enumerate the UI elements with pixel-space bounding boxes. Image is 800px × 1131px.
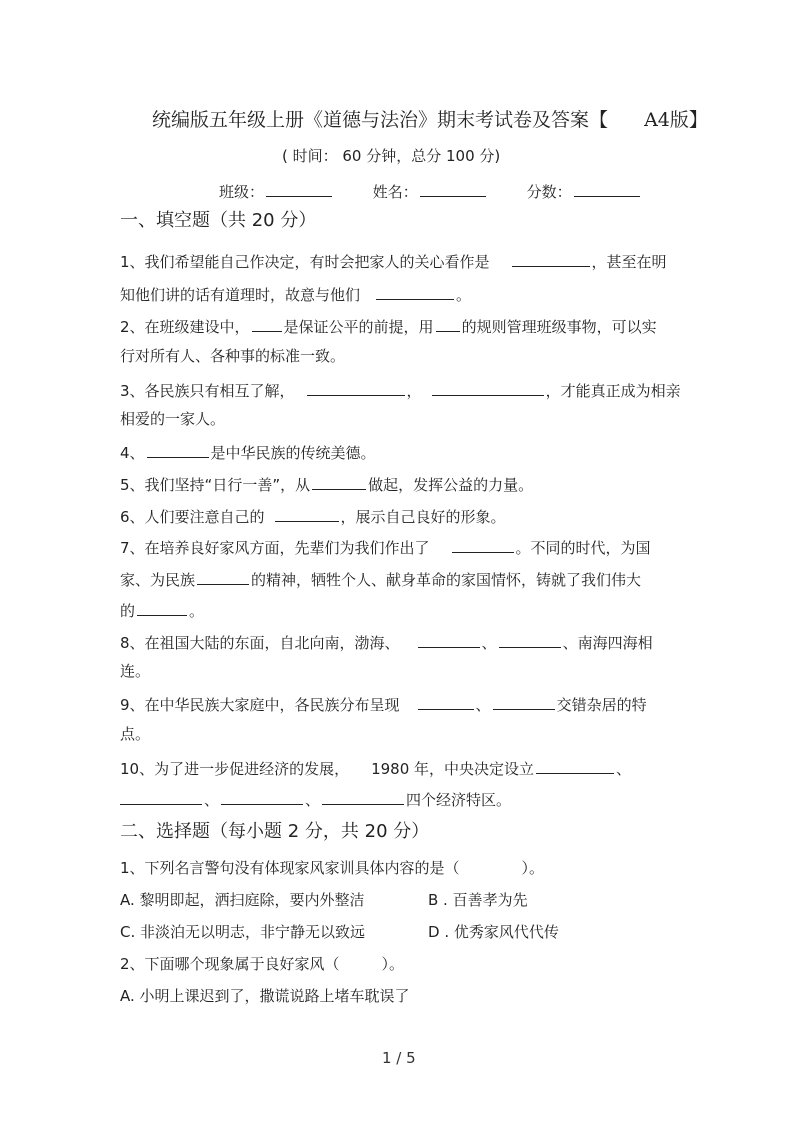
answer-blank[interactable] — [418, 695, 474, 710]
answer-blank[interactable] — [137, 601, 187, 616]
question-8-line-1 — [120, 633, 653, 651]
exam-title-main: 统编版五年级上册《道德与法治》期末考试卷及答案【 — [152, 109, 609, 131]
question-text: 、 — [481, 634, 497, 652]
question-text: 是保证公平的前提，用 — [283, 318, 434, 336]
answer-blank[interactable] — [221, 790, 303, 805]
choice-2-option-A: A. 小明上课迟到了，撒谎说路上堵车耽误了 — [120, 987, 410, 1005]
question-text: ， — [406, 382, 422, 400]
question-text: 1、下列名言警句没有体现家风家训具体内容的是（ — [120, 859, 460, 877]
answer-blank[interactable] — [452, 538, 514, 553]
name-field[interactable] — [420, 182, 486, 197]
question-3-line-1 — [120, 381, 681, 399]
question-text: 的精神，牺牲个人、献身革命的家国情怀，铸就了我们伟大 — [251, 571, 642, 589]
question-8-line-2: 连。 — [120, 662, 151, 680]
question-text: 、 — [305, 791, 321, 809]
choice-question-1 — [120, 861, 544, 876]
choice-1-option-B: B . 百善孝为先 — [428, 891, 528, 909]
question-text: 8、在祖国大陆的东面，自北向南，渤海、 — [120, 634, 400, 652]
question-9-line-1 — [120, 695, 647, 713]
question-text: 1、我们希望能自己作决定，有时会把家人的关心看作是 — [120, 253, 490, 271]
question-7-line-1 — [120, 538, 651, 556]
score-label: 分数： — [526, 183, 572, 201]
question-text: 是中华民族的传统美德。 — [210, 444, 376, 462]
question-text: 9、在中华民族大家庭中，各民族分布呈现 — [120, 696, 400, 714]
choice-1-option-C: C. 非淡泊无以明志，非宁静无以致远 — [120, 923, 366, 941]
page-number: 1 / 5 — [382, 1049, 416, 1067]
question-text: 。 — [189, 602, 205, 620]
question-9-line-2: 点。 — [120, 725, 151, 743]
question-text: 2、在班级建设中， — [120, 318, 250, 336]
answer-blank[interactable] — [322, 790, 404, 805]
student-info-row — [219, 182, 642, 200]
question-text: 4、 — [120, 444, 145, 462]
question-text: 。不同的时代，为国 — [515, 539, 651, 557]
answer-blank[interactable] — [147, 443, 209, 458]
question-1-line-1 — [120, 252, 667, 270]
question-text: 10、为了进一步促进经济的发展， — [120, 760, 350, 778]
class-field[interactable] — [266, 182, 332, 197]
question-text: ，展示自己良好的形象。 — [340, 508, 506, 526]
question-text: 的规则管理班级事物，可以实 — [461, 318, 657, 336]
question-text: 四个经济特区。 — [406, 791, 512, 809]
answer-blank[interactable] — [418, 633, 480, 648]
question-text: 的 — [120, 602, 136, 620]
answer-blank[interactable] — [536, 759, 614, 774]
question-1-line-2 — [120, 285, 471, 303]
class-label: 班级： — [219, 183, 265, 201]
time-info: ( 时间： 60 分钟，总分 100 分) — [282, 147, 501, 165]
score-field[interactable] — [574, 182, 640, 197]
answer-blank[interactable] — [499, 633, 561, 648]
question-text: 3、各民族只有相互了解， — [120, 382, 295, 400]
answer-blank[interactable] — [312, 475, 366, 490]
question-2-line-1 — [120, 317, 657, 335]
question-7-line-3 — [120, 601, 204, 619]
answer-blank[interactable] — [436, 317, 460, 332]
question-10-line-2 — [120, 790, 511, 808]
answer-blank[interactable] — [493, 695, 555, 710]
choice-1-option-D: D . 优秀家风代代传 — [428, 923, 559, 941]
answer-blank[interactable] — [197, 570, 249, 585]
exam-title — [152, 111, 708, 130]
question-text: 、南海四海相 — [562, 634, 653, 652]
question-2-line-2: 行对所有人、各种事的标准一致。 — [120, 347, 346, 365]
question-text: ）。 — [381, 955, 405, 973]
choice-1-option-A: A. 黎明即起，洒扫庭除，要内外整洁 — [120, 891, 365, 909]
answer-blank[interactable] — [512, 252, 590, 267]
section-heading-fill-in: 一、填空题（共 20 分） — [120, 210, 317, 231]
choice-question-2 — [120, 957, 404, 972]
question-text: 、 — [616, 760, 632, 778]
question-text: 2、下面哪个现象属于良好家风（ — [120, 955, 340, 973]
question-text: 、 — [204, 791, 220, 809]
question-text: 、 — [475, 696, 491, 714]
section-heading-multiple-choice: 二、选择题（每小题 2 分，共 20 分） — [120, 821, 430, 842]
question-7-line-2 — [120, 570, 641, 588]
question-6 — [120, 507, 506, 525]
question-text: ，甚至在明 — [591, 253, 667, 271]
question-text: 做起，发挥公益的力量。 — [368, 476, 534, 494]
question-text: 6、人们要注意自己的 — [120, 508, 265, 526]
answer-blank[interactable] — [120, 790, 202, 805]
name-label: 姓名： — [372, 183, 418, 201]
question-text: 5、我们坚持“日行一善”，从 — [120, 476, 311, 494]
question-text: 7、在培养良好家风方面，先辈们为我们作出了 — [120, 539, 430, 557]
question-10-line-1 — [120, 759, 631, 777]
question-text: 知他们讲的话有道理时，故意与他们 — [120, 286, 361, 304]
answer-blank[interactable] — [275, 507, 339, 522]
question-text: 。 — [456, 286, 472, 304]
answer-blank[interactable] — [432, 381, 544, 396]
question-text: 1980 年，中央决定设立 — [371, 760, 535, 778]
question-text: 交错杂居的特 — [556, 696, 647, 714]
answer-blank[interactable] — [376, 285, 454, 300]
question-text: ，才能真正成为相亲 — [545, 382, 681, 400]
answer-blank[interactable] — [252, 317, 282, 332]
answer-blank[interactable] — [307, 381, 405, 396]
question-5 — [120, 475, 533, 493]
question-text: 家、为民族 — [120, 571, 196, 589]
question-3-line-2: 相爱的一家人。 — [120, 410, 226, 428]
question-text: ）。 — [521, 859, 545, 877]
question-4 — [120, 443, 376, 461]
exam-title-tail: A4版】 — [644, 109, 708, 131]
